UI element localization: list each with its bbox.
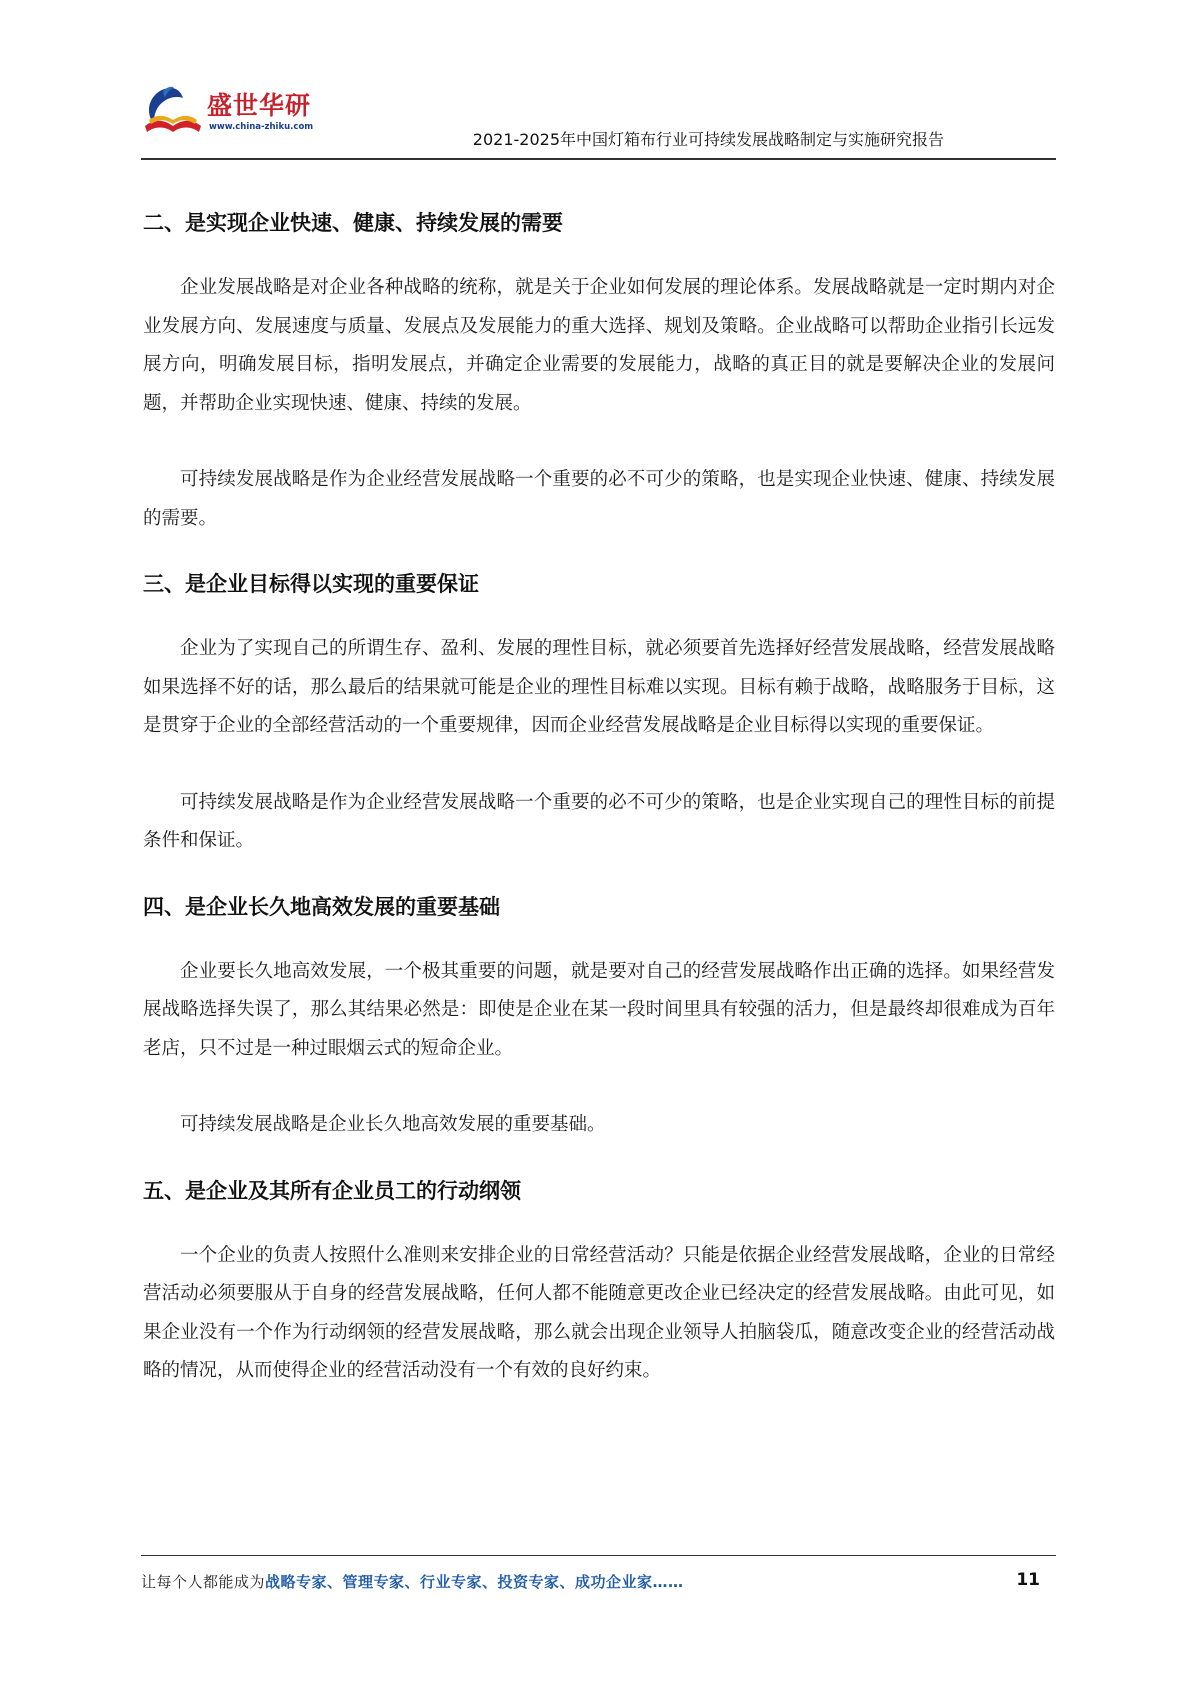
paragraph: 企业要长久地高效发展，一个极其重要的问题，就是要对自己的经营发展战略作出正确的选择。如果经营发展战略选择失误了，那么其结果必然是：即使是企业在某一段时间里具有较强的活力，但是最终却很难成为百年老店，只不过是一种过眼烟云式的短命企业。 [143,960,1055,1059]
logo-book-icon [141,82,205,140]
paragraph: 可持续发展战略是企业长久地高效发展的重要基础。 [180,1114,606,1135]
section-heading: 二、是实现企业快速、健康、持续发展的需要 [143,211,563,235]
page-footer [141,1555,1056,1591]
company-logo [141,82,314,142]
section-3 [143,564,1055,861]
section-5 [143,1171,1055,1391]
slogan-highlight: 战略专家、管理专家、行业专家、投资专家、成功企业家…… [265,1573,684,1591]
footer-slogan [141,1571,684,1592]
document-body [143,203,1055,1391]
logo-name: 盛世华研 [207,91,312,120]
report-title: 2021-2025年中国灯箱布行业可持续发展战略制定与实施研究报告 [472,130,944,149]
page-number: 11 [1016,1570,1040,1590]
logo-url: www.china-zhiku.com [209,122,314,132]
paragraph: 一个企业的负责人按照什么准则来安排企业的日常经营活动？只能是依据企业经营发展战略，企业的日常经营活动必须要服从于自身的经营发展战略，任何人都不能随意更改企业已经决定的经营发展战略。由此可见，如果企业没有一个作为行动纲领的经营发展战略，那么就会出现企业领导人拍脑袋瓜，随意改变企业的经营活动战略的情况，从而使得企业的经营活动没有一个有效的良好约束。 [143,1244,1055,1381]
section-heading: 四、是企业长久地高效发展的重要基础 [143,894,500,919]
paragraph: 企业发展战略是对企业各种战略的统称，就是关于企业如何发展的理论体系。发展战略就是一定时期内对企业发展方向、发展速度与质量、发展点及发展能力的重大选择、规划及策略。企业战略可以帮助企业指引长远发展方向，明确发展目标，指明发展点，并确定企业需要的发展能力，战略的真正目的就是要解决企业的发展问题，并帮助企业实现快速、健康、持续的发展。 [143,277,1055,414]
section-4 [143,887,1055,1145]
section-2 [143,203,1055,538]
paragraph: 可持续发展战略是作为企业经营发展战略一个重要的必不可少的策略，也是企业实现自己的理性目标的前提条件和保证。 [143,791,1055,851]
slogan-prefix: 让每个人都能成为 [141,1573,266,1591]
page-header [141,78,1056,160]
paragraph: 可持续发展战略是作为企业经营发展战略一个重要的必不可少的策略，也是实现企业快速、健康、持续发展的需要。 [143,469,1055,529]
section-heading: 三、是企业目标得以实现的重要保证 [143,572,479,596]
section-heading: 五、是企业及其所有企业员工的行动纲领 [143,1178,521,1203]
paragraph: 企业为了实现自己的所谓生存、盈利、发展的理性目标，就必须要首先选择好经营发展战略，经营发展战略如果选择不好的话，那么最后的结果就可能是企业的理性目标难以实现。目标有赖于战略，战略服务于目标，这是贯穿于企业的全部经营活动的一个重要规律，因而企业经营发展战略是企业目标得以实现的重要保证。 [143,638,1055,736]
